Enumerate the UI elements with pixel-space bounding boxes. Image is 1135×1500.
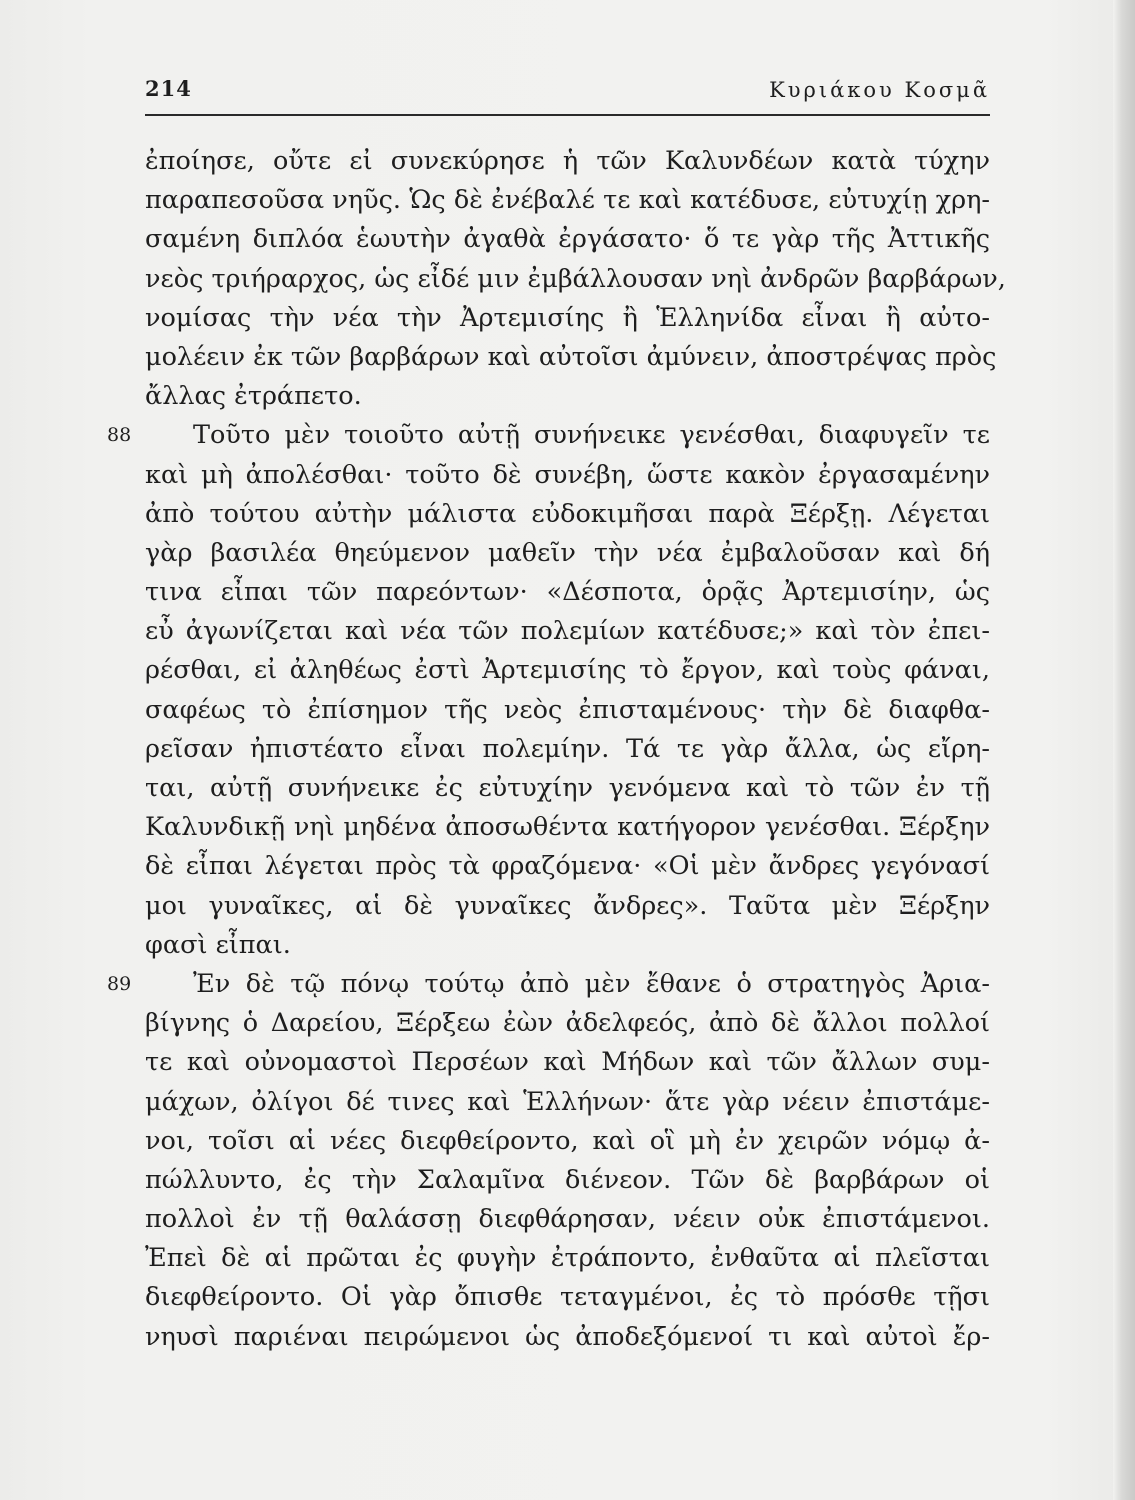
- paragraph-start-line: [107, 965, 990, 1004]
- text-line: πολλοὶ ἐν τῇ θαλάσσῃ διεφθάρησαν, νέειν οὐκ ἐπιστάμενοι.: [145, 1204, 990, 1235]
- page-edge-shadow: [1113, 0, 1135, 1500]
- text-line: Ἐπεὶ δὲ αἱ πρῶται ἐς φυγὴν ἐτράποντο, ἐνθαῦτα αἱ πλεῖσται: [145, 1243, 990, 1274]
- page-header: [145, 74, 990, 116]
- text-body: [107, 142, 1006, 1357]
- text-line: ἄλλας ἐτράπετο.: [145, 381, 362, 412]
- text-line: ρεῖσαν ἠπιστέατο εἶναι πολεμίην. Τά τε γὰρ ἄλλα, ὡς εἴρη-: [145, 733, 990, 764]
- text-line: Καλυνδικῇ νηὶ μηδένα ἀποσωθέντα κατήγορον γενέσθαι. Ξέρξην: [145, 812, 990, 843]
- text-line: βίγνης ὁ Δαρείου, Ξέρξεω ἐὼν ἀδελφεός, ἀπὸ δὲ ἄλλοι πολλοί: [145, 1008, 990, 1039]
- section-number: 88: [107, 424, 132, 447]
- text-line: νηυσὶ παριέναι πειρώμενοι ὡς ἀποδεξόμενοί τι καὶ αὐτοὶ ἔρ-: [145, 1321, 990, 1352]
- text-line: πώλλυντο, ἐς τὴν Σαλαμῖνα διένεον. Τῶν δὲ βαρβάρων οἱ: [145, 1164, 990, 1195]
- text-line: μολέειν ἐκ τῶν βαρβάρων καὶ αὐτοῖσι ἀμύνειν, ἀποστρέψας πρὸς: [145, 341, 997, 372]
- text-line: τε καὶ οὐνομαστοὶ Περσέων καὶ Μήδων καὶ τῶν ἄλλων συμ-: [145, 1047, 990, 1078]
- text-line: νεὸς τριήραρχος, ὡς εἶδέ μιν ἐμβάλλουσαν νηὶ ἀνδρῶν βαρβάρων,: [145, 263, 1006, 294]
- text-line: φασὶ εἶπαι.: [145, 929, 291, 960]
- text-line: παραπεσοῦσα νηῦς. Ὡς δὲ ἐνέβαλέ τε καὶ κατέδυσε, εὐτυχίῃ χρη-: [145, 185, 990, 216]
- text-line: γὰρ βασιλέα θηεύμενον μαθεῖν τὴν νέα ἐμβαλοῦσαν καὶ δή: [145, 537, 990, 568]
- text-line: ται, αὐτῇ συνήνεικε ἐς εὐτυχίην γενόμενα καὶ τὸ τῶν ἐν τῇ: [145, 773, 990, 803]
- text-line: νοι, τοῖσι αἱ νέες διεφθείροντο, καὶ οἳ μὴ ἐν χειρῶν νόμῳ ἀ-: [145, 1125, 990, 1156]
- text-line: ρέσθαι, εἰ ἀληθέως ἐστὶ Ἀρτεμισίης τὸ ἔργον, καὶ τοὺς φάναι,: [145, 655, 990, 686]
- running-title: Κυριάκου Κοσμᾶ: [769, 78, 990, 102]
- text-line: νομίσας τὴν νέα τὴν Ἀρτεμισίης ἢ Ἑλληνίδα εἶναι ἢ αὐτο-: [145, 302, 990, 333]
- text-line: καὶ μὴ ἀπολέσθαι· τοῦτο δὲ συνέβη, ὥστε κακὸν ἐργασαμένην: [145, 459, 990, 490]
- paragraph-start-line: [107, 416, 990, 455]
- text-line: μάχων, ὀλίγοι δέ τινες καὶ Ἑλλήνων· ἅτε γὰρ νέειν ἐπιστάμε-: [145, 1086, 990, 1117]
- text-line: Ἐν δὲ τῷ πόνῳ τούτῳ ἀπὸ μὲν ἔθανε ὁ στρατηγὸς Ἀρια-: [193, 968, 990, 999]
- text-line: διεφθείροντο. Οἱ γὰρ ὄπισθε τεταγμένοι, ἐς τὸ πρόσθε τῇσι: [145, 1282, 990, 1313]
- text-line: σαμένη διπλόα ἑωυτὴν ἀγαθὰ ἐργάσατο· ὅ τε γὰρ τῆς Ἀττικῆς: [145, 224, 990, 255]
- text-line: δὲ εἶπαι λέγεται πρὸς τὰ φραζόμενα· «Οἱ μὲν ἄνδρες γεγόνασί: [145, 851, 990, 882]
- text-line: εὖ ἀγωνίζεται καὶ νέα τῶν πολεμίων κατέδυσε;» καὶ τὸν ἐπει-: [145, 616, 990, 647]
- text-line: τινα εἶπαι τῶν παρεόντων· «Δέσποτα, ὁρᾷς Ἀρτεμισίην, ὡς: [145, 577, 990, 608]
- text-line: σαφέως τὸ ἐπίσημον τῆς νεὸς ἐπισταμένους· τὴν δὲ διαφθα-: [145, 694, 990, 725]
- text-line: ἐποίησε, οὔτε εἰ συνεκύρησε ἡ τῶν Καλυνδέων κατὰ τύχην: [145, 146, 990, 176]
- page-number: 214: [145, 76, 192, 101]
- text-line: Τοῦτο μὲν τοιοῦτο αὐτῇ συνήνεικε γενέσθαι, διαφυγεῖν τε: [193, 420, 990, 451]
- text-line: ἀπὸ τούτου αὐτὴν μάλιστα εὐδοκιμῆσαι παρὰ Ξέρξῃ. Λέγεται: [145, 498, 990, 529]
- text-line: μοι γυναῖκες, αἱ δὲ γυναῖκες ἄνδρες». Ταῦτα μὲν Ξέρξην: [145, 890, 990, 921]
- section-number: 89: [107, 972, 132, 995]
